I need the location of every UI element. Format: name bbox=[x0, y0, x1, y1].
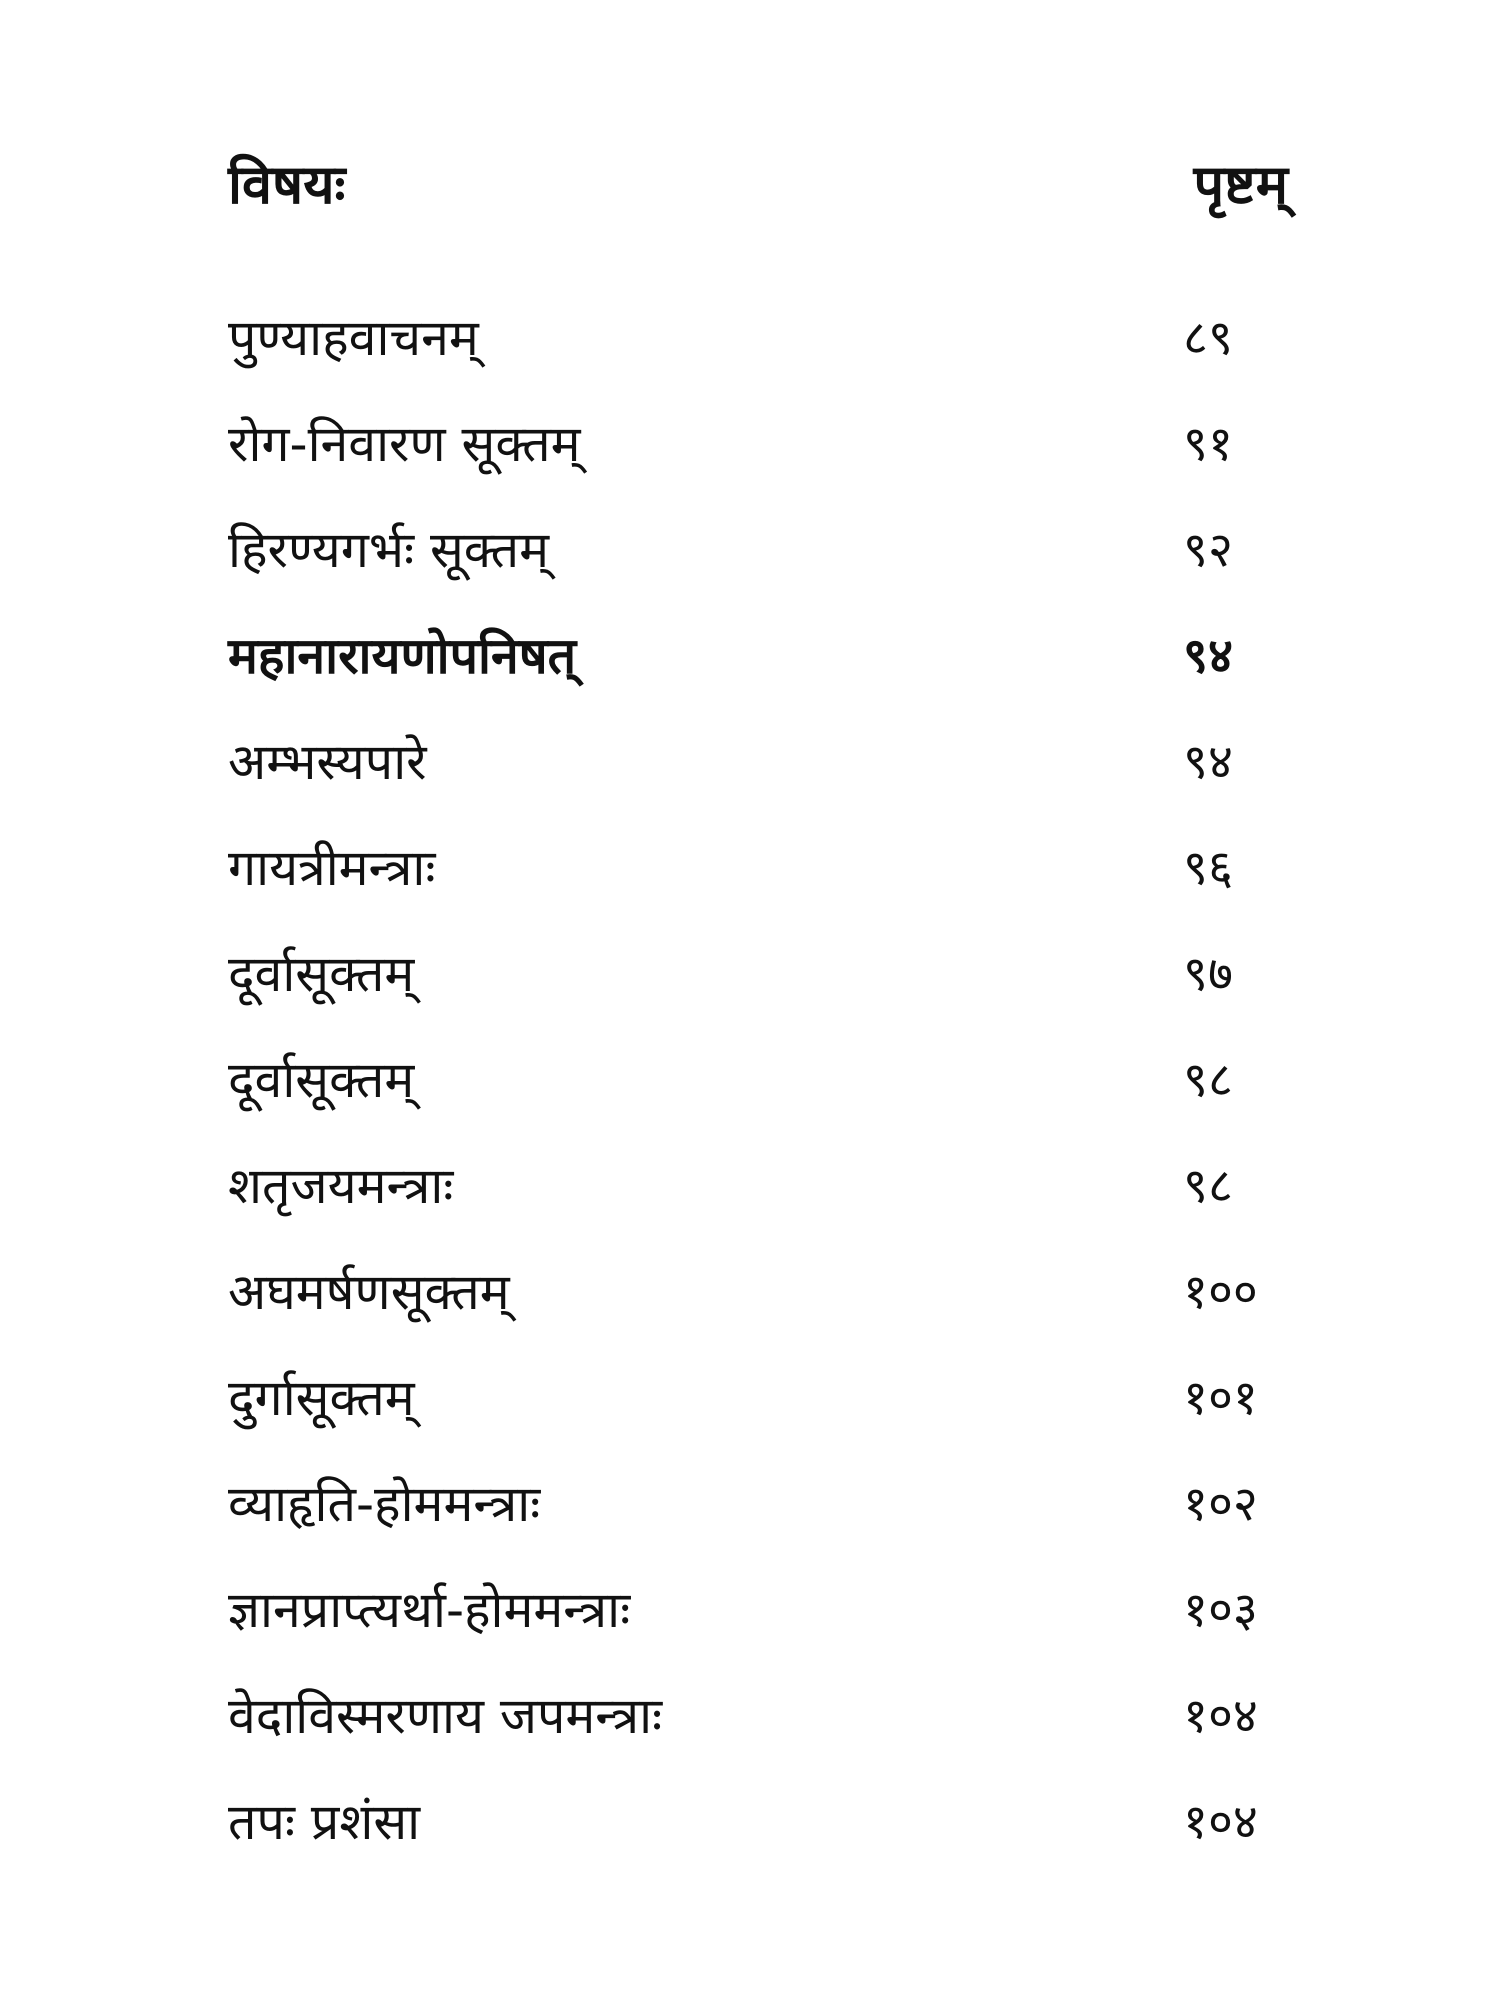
toc-entry-page: ८९ bbox=[1183, 310, 1233, 366]
toc-entry bbox=[228, 1769, 1288, 1875]
toc-entry-page: १०० bbox=[1183, 1264, 1258, 1320]
toc-entry-title: तपः प्रशंसा bbox=[228, 1793, 421, 1851]
toc-entry bbox=[228, 497, 1288, 603]
toc-entry-page: १०२ bbox=[1183, 1476, 1258, 1532]
toc-entry-page: ९४ bbox=[1183, 628, 1233, 684]
toc-entry bbox=[228, 921, 1288, 1027]
toc-entry-page: ९८ bbox=[1183, 1158, 1233, 1214]
toc-entry bbox=[228, 1451, 1288, 1557]
toc-entry-title: वेदाविस्मरणाय जपमन्त्राः bbox=[228, 1687, 663, 1745]
table-of-contents bbox=[228, 285, 1288, 1875]
toc-entry-page: १०४ bbox=[1183, 1688, 1258, 1744]
toc-entry-title: रोग-निवारण सूक्तम् bbox=[228, 415, 581, 473]
toc-entry-page: १०४ bbox=[1183, 1794, 1258, 1850]
subject-column-heading: विषयः bbox=[228, 153, 346, 216]
toc-entry-title: अम्भस्यपारे bbox=[228, 733, 427, 791]
toc-entry bbox=[228, 1663, 1288, 1769]
toc-header bbox=[228, 140, 1288, 230]
toc-entry-title: शतृजयमन्त्राः bbox=[228, 1157, 454, 1215]
toc-entry bbox=[228, 815, 1288, 921]
toc-entry-page: ९६ bbox=[1183, 840, 1233, 896]
toc-entry bbox=[228, 603, 1288, 709]
toc-entry-page: ९२ bbox=[1183, 522, 1233, 578]
toc-entry-page: १०१ bbox=[1183, 1370, 1258, 1426]
toc-entry-title: हिरण्यगर्भः सूक्तम् bbox=[228, 521, 549, 579]
toc-entry bbox=[228, 1557, 1288, 1663]
toc-entry bbox=[228, 1345, 1288, 1451]
toc-entry-title: पुण्याहवाचनम् bbox=[228, 309, 479, 367]
page-column-heading: पृष्टम् bbox=[1193, 153, 1288, 216]
toc-entry bbox=[228, 1133, 1288, 1239]
toc-entry-page: ९४ bbox=[1183, 734, 1233, 790]
toc-entry-title: दूर्वासूक्तम् bbox=[228, 945, 415, 1003]
toc-entry-page: ९७ bbox=[1183, 946, 1233, 1002]
toc-entry bbox=[228, 285, 1288, 391]
toc-entry-title: व्याहृति-होममन्त्राः bbox=[228, 1475, 541, 1533]
toc-entry-title: ज्ञानप्राप्त्यर्था-होममन्त्राः bbox=[228, 1581, 631, 1639]
toc-entry bbox=[228, 709, 1288, 815]
toc-entry-page: ९१ bbox=[1183, 416, 1233, 472]
toc-entry bbox=[228, 1027, 1288, 1133]
toc-entry-title: दूर्वासूक्तम् bbox=[228, 1051, 415, 1109]
toc-entry-title: गायत्रीमन्त्राः bbox=[228, 839, 436, 897]
toc-entry-title: दुर्गासूक्तम् bbox=[228, 1369, 415, 1427]
toc-entry-page: ९८ bbox=[1183, 1052, 1233, 1108]
toc-entry-page: १०३ bbox=[1183, 1582, 1258, 1638]
toc-entry-title: महानारायणोपनिषत् bbox=[228, 627, 577, 685]
toc-entry-title: अघमर्षणसूक्तम् bbox=[228, 1263, 510, 1321]
toc-entry bbox=[228, 1239, 1288, 1345]
toc-entry bbox=[228, 391, 1288, 497]
